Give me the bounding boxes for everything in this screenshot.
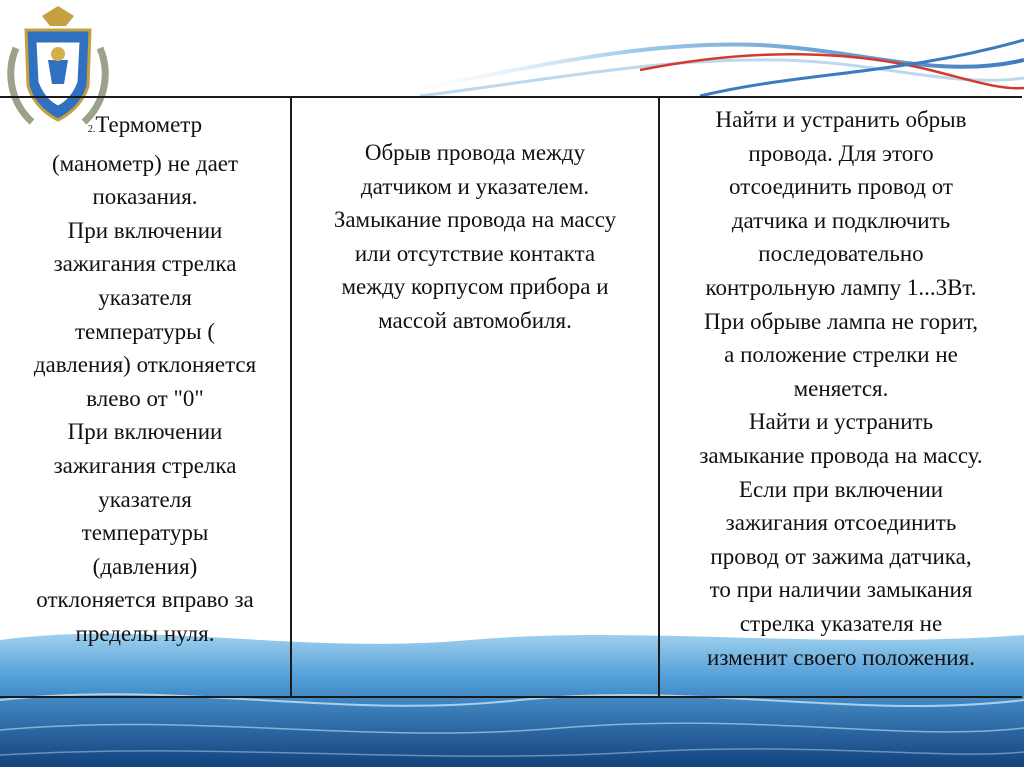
troubleshooting-table bbox=[0, 96, 1022, 698]
symptom-line: зажигания стрелка bbox=[53, 251, 237, 277]
remedy-line: контрольную лампу 1...3Вт. bbox=[705, 274, 977, 300]
remedy-line: провод от зажима датчика, bbox=[710, 543, 972, 569]
symptom-line: При включении bbox=[67, 419, 223, 445]
remedy-cell bbox=[660, 98, 1022, 696]
cause-line: Замыкание провода на массу bbox=[333, 207, 617, 233]
remedy-line: то при наличии замыкания bbox=[709, 577, 973, 603]
remedy-line: датчика и подключить bbox=[731, 207, 951, 233]
remedy-line: отсоединить провод от bbox=[729, 174, 953, 200]
symptom-line: температуры bbox=[81, 520, 209, 546]
remedy-line: зажигания отсоединить bbox=[725, 510, 957, 536]
symptom-cell bbox=[0, 98, 290, 696]
cause-line: массой автомобиля. bbox=[378, 307, 572, 333]
symptom-line: При включении bbox=[67, 217, 223, 243]
cause-line: между корпусом прибора и bbox=[341, 274, 609, 300]
remedy-line: Найти и устранить обрыв bbox=[715, 107, 967, 132]
symptom-line: зажигания стрелка bbox=[53, 452, 237, 478]
symptom-line: (давления) bbox=[92, 553, 198, 579]
cause-line: или отсутствие контакта bbox=[354, 240, 596, 266]
symptom-line: показания. bbox=[92, 184, 198, 210]
remedy-line: провода. Для этого bbox=[748, 140, 934, 166]
remedy-line: а положение стрелки не bbox=[724, 342, 958, 368]
remedy-line: меняется. bbox=[793, 375, 889, 401]
row-number: 2. bbox=[87, 124, 96, 135]
remedy-line: последовательно bbox=[758, 241, 924, 267]
symptom-line: температуры ( bbox=[74, 318, 216, 344]
symptom-line: (манометр) не дает bbox=[51, 150, 239, 176]
symptom-line: влево от "0" bbox=[86, 385, 204, 411]
symptom-line: 2.Термометр bbox=[87, 112, 203, 137]
remedy-line: Если при включении bbox=[738, 476, 944, 502]
cause-line: датчиком и указателем. bbox=[360, 173, 590, 199]
cause-line: Обрыв провода между bbox=[364, 140, 586, 165]
symptom-line: указателя bbox=[98, 284, 192, 310]
remedy-line: стрелка указателя не bbox=[739, 610, 943, 636]
remedy-line: замыкание провода на массу. bbox=[699, 442, 983, 468]
top-waves bbox=[380, 40, 1024, 96]
remedy-line: изменит своего положения. bbox=[707, 644, 975, 670]
cause-cell bbox=[292, 98, 658, 696]
symptom-line: давления) отклоняется bbox=[33, 352, 257, 378]
remedy-line: При обрыве лампа не горит, bbox=[703, 308, 979, 334]
remedy-line: Найти и устранить bbox=[748, 409, 934, 435]
symptom-line: пределы нуля. bbox=[75, 620, 215, 646]
symptom-line: отклоняется вправо за bbox=[36, 587, 254, 613]
symptom-line: указателя bbox=[98, 486, 192, 512]
